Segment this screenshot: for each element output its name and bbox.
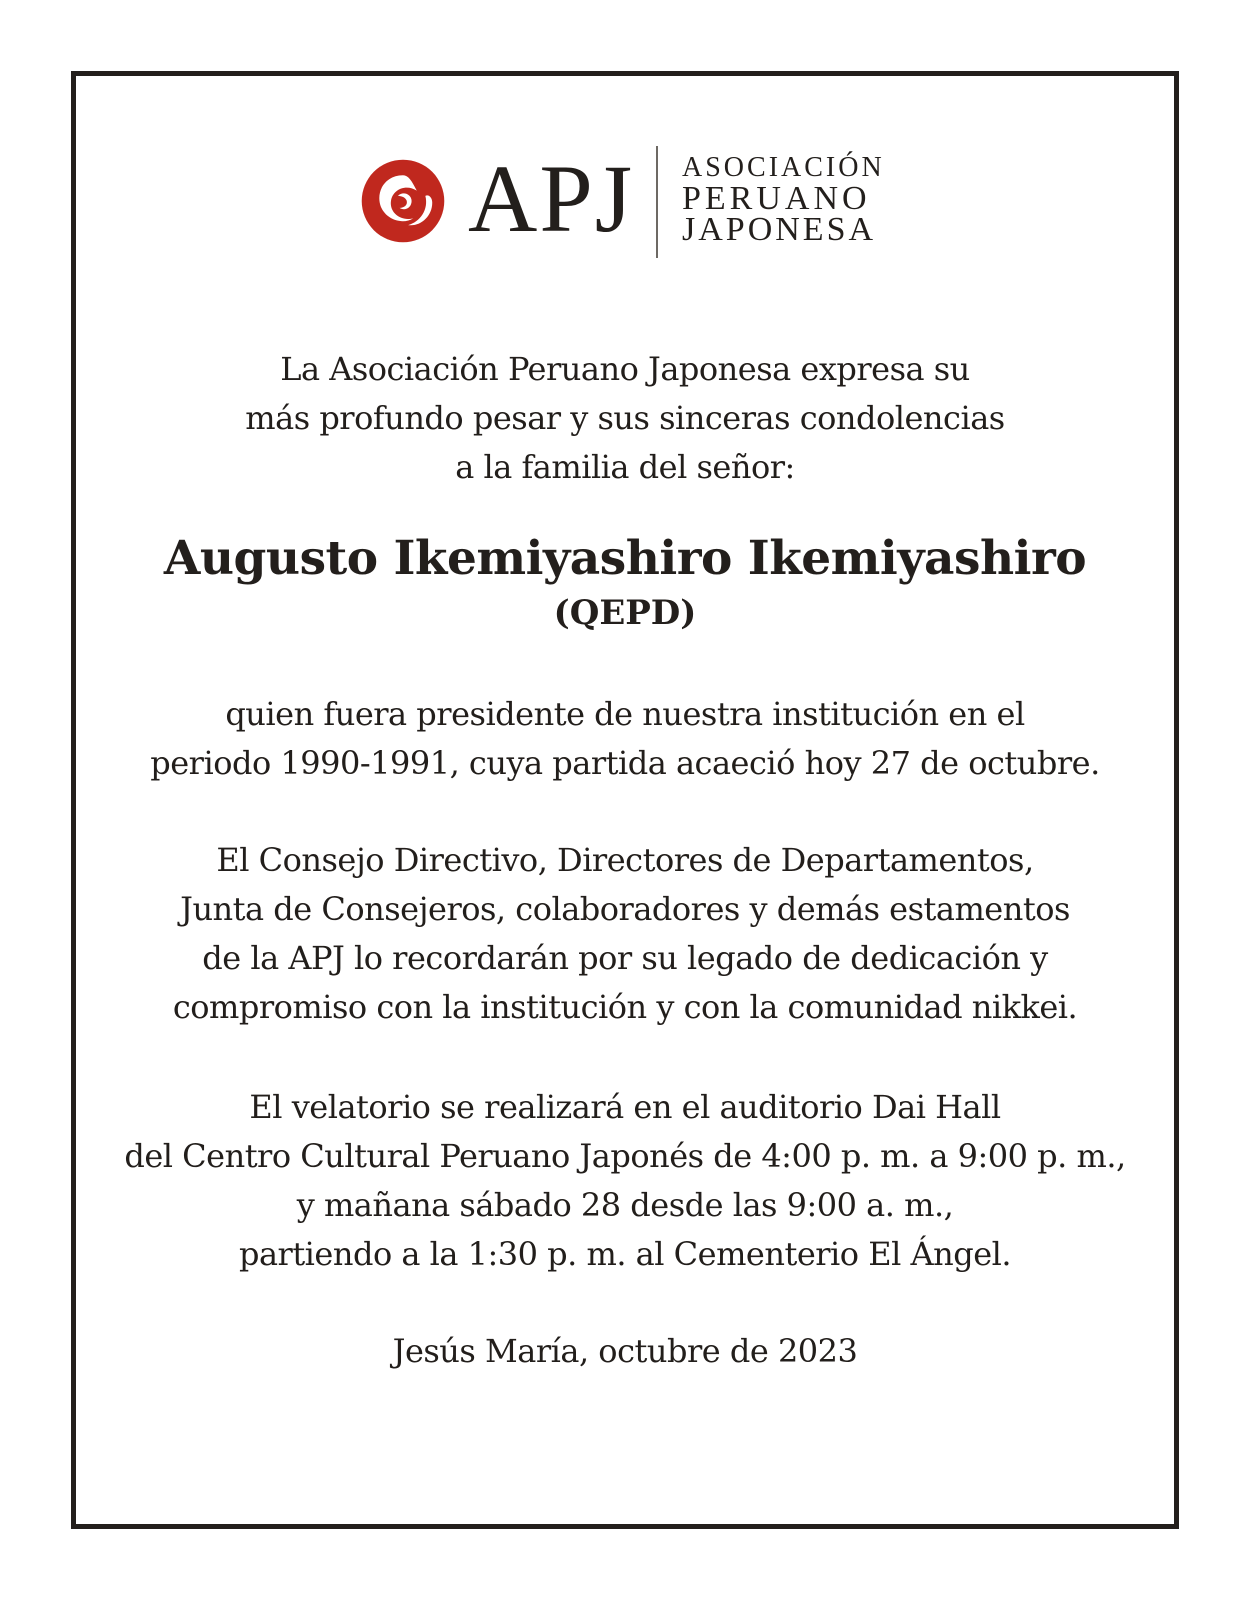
apj-logo	[360, 142, 900, 262]
remembrance-paragraph	[80, 836, 1170, 1032]
intro-paragraph	[80, 345, 1170, 492]
logo-name-line: JAPONESA	[682, 211, 877, 248]
paragraph-line: Junta de Consejeros, colaboradores y demás estamentos	[180, 890, 1070, 928]
paragraph-line: El Consejo Directivo, Directores de Departamentos,	[216, 841, 1034, 879]
paragraph-line: compromiso con la institución y con la comunidad nikkei.	[172, 988, 1078, 1026]
paragraph-line: El velatorio se realizará en el auditorio Dai Hall	[249, 1088, 1001, 1126]
notice-frame	[71, 71, 1179, 1529]
paragraph-line: periodo 1990-1991, cuya partida acaeció hoy 27 de octubre.	[150, 744, 1100, 782]
qepd-suffix: (QEPD)	[553, 593, 697, 633]
logo-name-line: PERUANO	[682, 180, 871, 217]
presidency-paragraph	[80, 690, 1170, 788]
logo-full-name	[682, 152, 885, 248]
logo-abbreviation: APJ	[468, 145, 635, 252]
paragraph-line: y mañana sábado 28 desde las 9:00 a. m.,	[296, 1186, 954, 1224]
paragraph-line: quien fuera presidente de nuestra institución en el	[225, 695, 1025, 733]
logo-divider	[656, 146, 658, 258]
apj-swirl-logo-icon	[360, 158, 446, 244]
deceased-name: Augusto Ikemiyashiro Ikemiyashiro	[163, 531, 1087, 586]
intro-line: más profundo pesar y sus sinceras condolencias	[245, 399, 1005, 437]
paragraph-line: partiendo a la 1:30 p. m. al Cementerio El Ángel.	[238, 1235, 1012, 1273]
place-date: Jesús María, octubre de 2023	[392, 1332, 858, 1370]
paragraph-line: del Centro Cultural Peruano Japonés de 4:00 p. m. a 9:00 p. m.,	[124, 1137, 1126, 1175]
wake-details-paragraph	[80, 1083, 1170, 1279]
paragraph-line: de la APJ lo recordarán por su legado de dedicación y	[202, 939, 1048, 977]
intro-line: a la familia del señor:	[455, 448, 795, 486]
intro-line: La Asociación Peruano Japonesa expresa su	[280, 350, 970, 388]
logo-name-line: ASOCIACIÓN	[682, 152, 885, 183]
